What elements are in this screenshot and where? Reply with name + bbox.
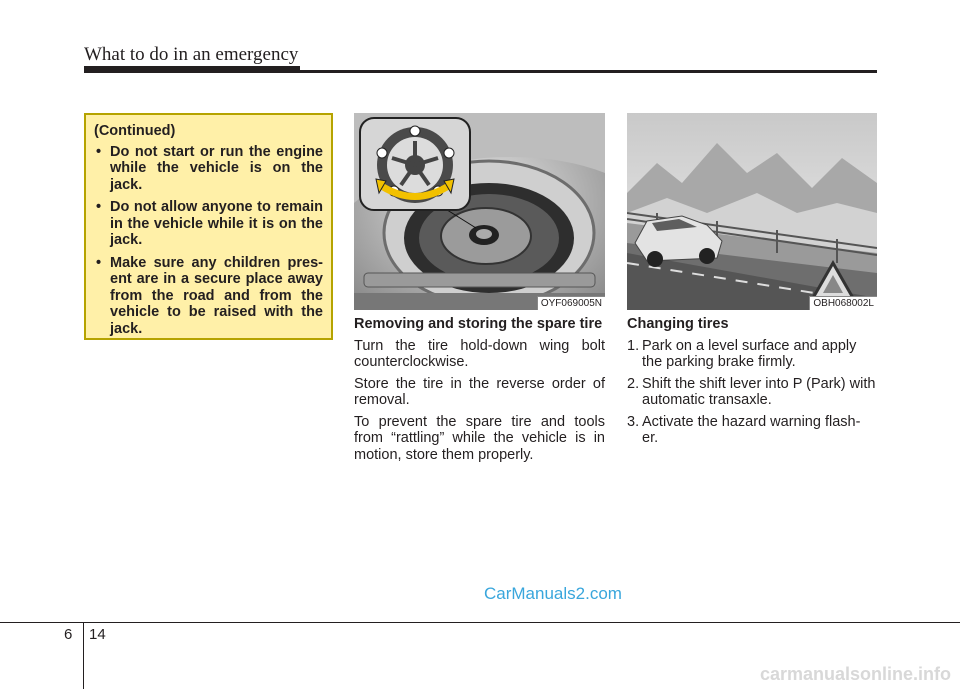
warning-item <box>94 199 323 249</box>
warning-item-text: Do not allow anyone to remain in the vehicle while it is on the jack. <box>110 199 323 248</box>
bullet-icon: • <box>96 143 102 160</box>
page-number: 14 <box>89 626 106 643</box>
paragraph: Turn the tire hold-down wing bolt counterclockwise. <box>354 337 605 370</box>
step-item <box>627 338 878 371</box>
warning-list <box>94 144 323 338</box>
step-number: 2. <box>627 375 640 392</box>
warning-continued: (Continued) <box>94 123 176 139</box>
site-watermark: carmanualsonline.info <box>760 664 952 684</box>
road-scene-illustration <box>627 113 877 310</box>
step-number: 3. <box>627 413 640 430</box>
figure-code: OYF069005N <box>537 296 605 310</box>
spare-tire-illustration <box>354 113 605 310</box>
step-text: Shift the shift lever into P (Park) with automatic transaxle. <box>642 375 876 408</box>
spare-tire-section <box>354 316 605 468</box>
paragraph: To prevent the spare tire and tools from “rattling” while the vehicle is in motion, store them properly. <box>354 413 605 463</box>
paragraph: Store the tire in the reverse order of removal. <box>354 375 605 408</box>
footer-divider <box>83 622 84 689</box>
section-number: 6 <box>64 626 73 643</box>
section-heading: Changing tires <box>627 316 729 332</box>
header-tab <box>84 66 300 73</box>
step-number: 1. <box>627 337 640 354</box>
warning-item-text: Do not start or run the engine while the vehicle is on the jack. <box>110 143 323 193</box>
footer-rule <box>0 622 960 623</box>
figure-code: OBH068002L <box>809 296 877 310</box>
bullet-icon: • <box>96 199 102 215</box>
warning-item <box>94 144 323 194</box>
bullet-icon: • <box>96 254 102 271</box>
step-text: Park on a level surface and apply the parking brake firmly. <box>642 337 857 370</box>
watermark-link[interactable]: CarManuals2.com <box>484 584 622 603</box>
section-heading: Removing and storing the spare tire <box>354 316 603 332</box>
warning-item <box>94 255 323 338</box>
step-text: Activate the hazard warning flash- er. <box>642 413 861 446</box>
warning-box <box>84 113 333 340</box>
warning-item-text: Make sure any children pres- ent are in a secure place away from the road and from the vehicle to be raised with the jack. <box>110 254 323 337</box>
changing-tires-section <box>627 316 878 452</box>
step-item <box>627 414 878 447</box>
step-item <box>627 376 878 409</box>
header-title: What to do in an emergency <box>84 44 299 65</box>
